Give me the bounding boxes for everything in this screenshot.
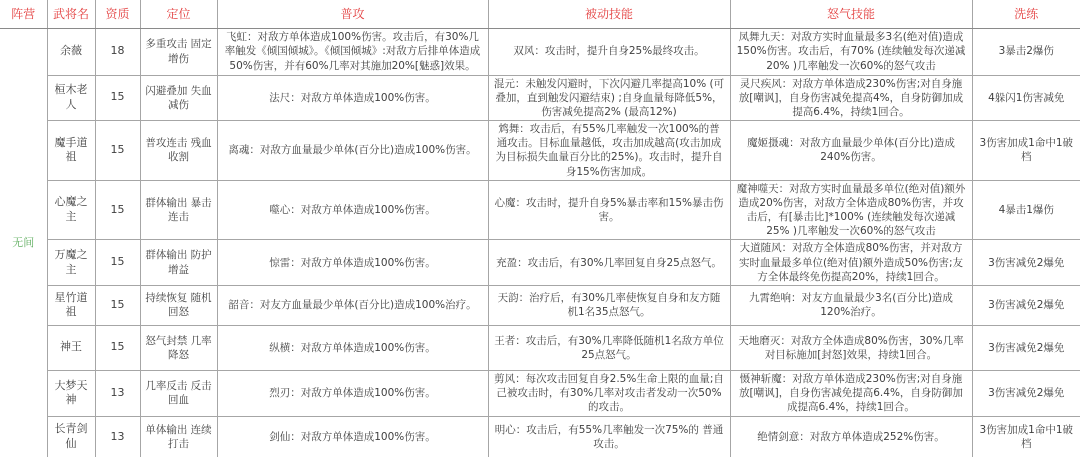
header-role: 定位 bbox=[140, 0, 217, 28]
general-name-cell: 魔手道祖 bbox=[47, 121, 95, 181]
refine-cell: 3伤害减免2爆免 bbox=[972, 240, 1080, 286]
rage-skill-cell: 九霄绝响：对友方血量最少3名(百分比)造成120%治疗。 bbox=[730, 285, 972, 325]
role-cell: 怒气封禁 几率降怒 bbox=[140, 325, 217, 370]
aptitude-cell: 15 bbox=[95, 75, 140, 121]
header-rage-skill: 怒气技能 bbox=[730, 0, 972, 28]
general-name-cell: 神王 bbox=[47, 325, 95, 370]
basic-attack-cell: 惊雷：对敌方单体造成100%伤害。 bbox=[217, 240, 488, 286]
header-passive-skill: 被动技能 bbox=[488, 0, 730, 28]
passive-skill-cell: 双风：攻击时，提升自身25%最终攻击。 bbox=[488, 28, 730, 75]
refine-cell: 3伤害减免2爆免 bbox=[972, 325, 1080, 370]
table-row bbox=[0, 325, 1080, 370]
header-faction: 阵营 bbox=[0, 0, 47, 28]
general-name-cell: 大梦天神 bbox=[47, 370, 95, 416]
rage-skill-cell: 凤舞九天：对敌方实时血量最多3名(绝对值)造成150%伤害。攻击后，有70% (连续触发每次递减20% )几率触发一次60%的怒气攻击 bbox=[730, 28, 972, 75]
table-body bbox=[0, 28, 1080, 457]
aptitude-cell: 15 bbox=[95, 121, 140, 181]
refine-cell: 3伤害减免2爆免 bbox=[972, 370, 1080, 416]
rage-skill-cell: 灵尺疾风：对敌方单体造成230%伤害;对自身施放[嘲讽]，自身伤害减免提高4%，自身防御加成提高6.4%，持续1回合。 bbox=[730, 75, 972, 121]
passive-skill-cell: 混元：未触发闪避时，下次闪避几率提高10% (可叠加，直到触发闪避结束) ;自身血量每降低5%，伤害减免提高2% (最高12%) bbox=[488, 75, 730, 121]
role-cell: 群体输出 暴击连击 bbox=[140, 180, 217, 240]
basic-attack-cell: 剑仙：对敌方单体造成100%伤害。 bbox=[217, 416, 488, 457]
table-row bbox=[0, 28, 1080, 75]
role-cell: 普攻连击 残血收割 bbox=[140, 121, 217, 181]
table-row bbox=[0, 75, 1080, 121]
passive-skill-cell: 鸩舞：攻击后，有55%几率触发一次100%的普通攻击。目标血量越低，攻击加成越高(攻击加成为目标损失血量百分比的25%)。攻击时，提升自身15%伤害加成。 bbox=[488, 121, 730, 181]
passive-skill-cell: 明心：攻击后，有55%几率触发一次75%的 普通攻击。 bbox=[488, 416, 730, 457]
refine-cell: 3伤害加成1命中1破档 bbox=[972, 121, 1080, 181]
table-row bbox=[0, 370, 1080, 416]
aptitude-cell: 15 bbox=[95, 240, 140, 286]
refine-cell: 4暴击1爆伤 bbox=[972, 180, 1080, 240]
aptitude-cell: 18 bbox=[95, 28, 140, 75]
rage-skill-cell: 天地磨灭：对敌方全体造成80%伤害，30%几率对目标施加[封怒]效果，持续1回合。 bbox=[730, 325, 972, 370]
header-row bbox=[0, 0, 1080, 28]
general-name-cell: 心魔之主 bbox=[47, 180, 95, 240]
passive-skill-cell: 剪风：每次攻击回复自身2.5%生命上限的血量;自己被攻击时，有30%几率对攻击者发动一次50%的攻击。 bbox=[488, 370, 730, 416]
passive-skill-cell: 心魔：攻击时，提升自身5%暴击率和15%暴击伤害。 bbox=[488, 180, 730, 240]
header-basic-attack: 普攻 bbox=[217, 0, 488, 28]
aptitude-cell: 15 bbox=[95, 325, 140, 370]
header-refine: 洗练 bbox=[972, 0, 1080, 28]
refine-cell: 3暴击2爆伤 bbox=[972, 28, 1080, 75]
basic-attack-cell: 法尺：对敌方单体造成100%伤害。 bbox=[217, 75, 488, 121]
role-cell: 多重攻击 固定增伤 bbox=[140, 28, 217, 75]
role-cell: 群体输出 防护增益 bbox=[140, 240, 217, 286]
basic-attack-cell: 噬心：对敌方单体造成100%伤害。 bbox=[217, 180, 488, 240]
refine-cell: 4躲闪1伤害减免 bbox=[972, 75, 1080, 121]
basic-attack-cell: 韶音：对友方血量最少单体(百分比)造成100%治疗。 bbox=[217, 285, 488, 325]
basic-attack-cell: 离魂：对敌方血量最少单体(百分比)造成100%伤害。 bbox=[217, 121, 488, 181]
passive-skill-cell: 天韵：治疗后，有30%几率使恢复自身和友方随机1名35点怒气。 bbox=[488, 285, 730, 325]
rage-skill-cell: 慑神斩魔：对敌方单体造成230%伤害;对自身施放[嘲讽]，自身伤害减免提高6.4%，自身防御加成提高6.4%，持续1回合。 bbox=[730, 370, 972, 416]
passive-skill-cell: 充盈：攻击后，有30%几率回复自身25点怒气。 bbox=[488, 240, 730, 286]
passive-skill-cell: 王者：攻击后，有30%几率降低随机1名敌方单位25点怒气。 bbox=[488, 325, 730, 370]
faction-cell: 无间 bbox=[0, 28, 47, 457]
general-name-cell: 星竹道祖 bbox=[47, 285, 95, 325]
refine-cell: 3伤害减免2爆免 bbox=[972, 285, 1080, 325]
role-cell: 单体输出 连续打击 bbox=[140, 416, 217, 457]
basic-attack-cell: 纵横：对敌方单体造成100%伤害。 bbox=[217, 325, 488, 370]
table-row bbox=[0, 416, 1080, 457]
role-cell: 闪避叠加 失血减伤 bbox=[140, 75, 217, 121]
rage-skill-cell: 魔神噬天：对敌方实时血量最多单位(绝对值)额外造成20%伤害，对敌方全体造成80%伤害，并攻击后，有[暴击比]*100% (连续触发每次递减25% )几率触发一次60%的怒气攻击 bbox=[730, 180, 972, 240]
header-aptitude: 资质 bbox=[95, 0, 140, 28]
general-name-cell: 万魔之主 bbox=[47, 240, 95, 286]
rage-skill-cell: 绝情剑意：对敌方单体造成252%伤害。 bbox=[730, 416, 972, 457]
refine-cell: 3伤害加成1命中1破档 bbox=[972, 416, 1080, 457]
table-row bbox=[0, 285, 1080, 325]
aptitude-cell: 15 bbox=[95, 285, 140, 325]
role-cell: 持续恢复 随机回怒 bbox=[140, 285, 217, 325]
basic-attack-cell: 烈刃：对敌方单体造成100%伤害。 bbox=[217, 370, 488, 416]
header-general-name: 武将名 bbox=[47, 0, 95, 28]
aptitude-cell: 13 bbox=[95, 370, 140, 416]
general-name-cell: 长青剑仙 bbox=[47, 416, 95, 457]
rage-skill-cell: 魔姬摄魂：对敌方血量最少单体(百分比)造成240%伤害。 bbox=[730, 121, 972, 181]
aptitude-cell: 13 bbox=[95, 416, 140, 457]
role-cell: 几率反击 反击回血 bbox=[140, 370, 217, 416]
basic-attack-cell: 飞虹：对敌方单体造成100%伤害。攻击后，有30%几率触发《倾国倾城》。《倾国倾城》:对敌方后排单体造成50%伤害，并有60%几率对其施加20%[魅惑]效果。 bbox=[217, 28, 488, 75]
general-name-cell: 余薇 bbox=[47, 28, 95, 75]
general-name-cell: 桓木老人 bbox=[47, 75, 95, 121]
rage-skill-cell: 大道随风：对敌方全体造成80%伤害，并对敌方实时血量最多单位(绝对值)额外造成50%伤害;友方全体最终免伤提高20%，持续1回合。 bbox=[730, 240, 972, 286]
table-row bbox=[0, 121, 1080, 181]
table-row bbox=[0, 180, 1080, 240]
aptitude-cell: 15 bbox=[95, 180, 140, 240]
table-row bbox=[0, 240, 1080, 286]
